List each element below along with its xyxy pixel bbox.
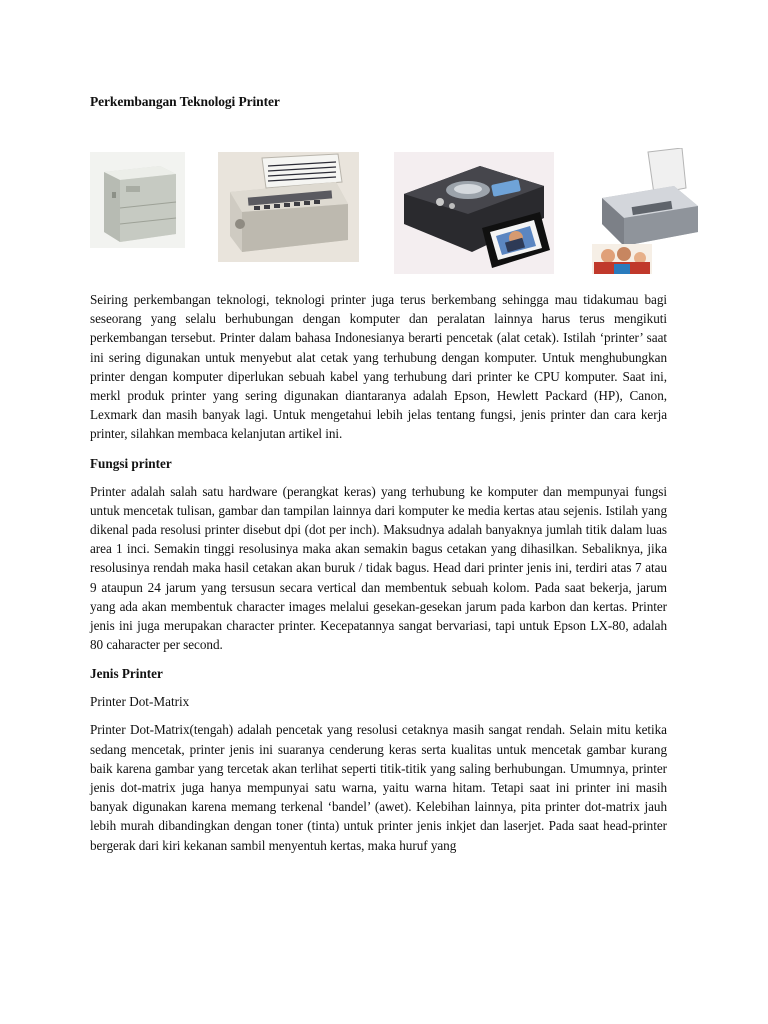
document-body [90, 290, 667, 855]
dot-matrix-paragraph: Printer Dot-Matrix(tengah) adalah pencetak yang resolusi cetaknya masih sangat rendah. Selain mitu ketika sedang mencetak, printer jenis ini suaranya cenderung keras serta kualitas untuk mencetak gambar kurang baik karena gambar yang tercetak akan terlihat seperti titik-titik yang saling berhubungan. Umumnya, printer jenis dot-matrix juga hanya mempunyai satu warna, yaitu warna hitam. Tetapi saat ini printer ini masih banyak digunakan karena memang terkenal ‘bandel’ (awet). Kelebihan lainnya, pita printer dot-matrix jauh lebih murah dibandingkan dengan toner (tinta) untuk printer jenis inkjet dan laserjet. Pada saat head-printer bergerak dari kiri kekanan sambil menyentuh kertas, maka huruf yang [90, 722, 667, 853]
intro-paragraph: Seiring perkembangan teknologi, teknologi printer juga terus berkembang sehingga mau tidakumau bagi seseorang yang selalu berhubungan dengan komputer dan peralatan lainnya harus terus mengikuti perkembangan tersebut. Printer dalam bahasa Indonesianya berarti pencetak (alat cetak). Istilah ‘printer’ saat ini sering digunakan untuk menyebut alat cetak yang terhubung dengan komputer. Untuk menghubungkan printer dengan komputer diperlukan sebuah kabel yang terhubung dari printer ke CPU komputer. Saat ini, merkl produk printer yang sering digunakan diantaranya adalah Epson, Hewlett Packard (HP), Canon, Lexmark dan masih banyak lagi. Untuk mengetahui lebih jelas tentang fungsi, jenis printer dan cara kerja printer, silahkan membaca kelanjutan artikel ini. [90, 292, 667, 442]
dot-matrix-printer-photo [218, 152, 359, 262]
document-page [90, 0, 667, 1024]
printer-figures [90, 148, 667, 278]
jenis-heading: Jenis Printer [90, 666, 163, 682]
photo-printer-photo [394, 152, 554, 274]
document-title: Perkembangan Teknologi Printer [90, 94, 280, 109]
laser-printer-photo [90, 152, 185, 248]
dot-matrix-subheading: Printer Dot-Matrix [90, 694, 190, 710]
inkjet-printer-photo [584, 148, 704, 276]
fungsi-heading: Fungsi printer [90, 455, 172, 471]
fungsi-paragraph: Printer adalah salah satu hardware (perangkat keras) yang terhubung ke komputer dan mempunyai fungsi untuk mencetak tulisan, gambar dan tampilan lainnya dari komputer ke media kertas atau sejenis. Istilah yang dikenal pada resolusi printer disebut dpi (dot per inch). Maksudnya adalah banyaknya jumlah titik dalam luas area 1 inci. Semakin tinggi resolusinya maka akan semakin bagus cetakan yang dihasilkan. Sebaliknya, jika resolusinya rendah maka hasil cetakan akan buruk / tidak bagus. Head dari printer jenis ini, terdiri atas 7 atau 9 ataupun 24 jarum yang tersusun secara vertical dan membentuk sebuah kolom. Pada saat bekerja, jarum yang ada akan membentuk character images melalui gesekan-gesekan jarum pada karbon dan kertas. Printer jenis ini juga merupakan character printer. Kecepatannya sangat bervariasi, tapi untuk Epson LX-80, adalah 80 caharacter per second. [90, 483, 667, 653]
